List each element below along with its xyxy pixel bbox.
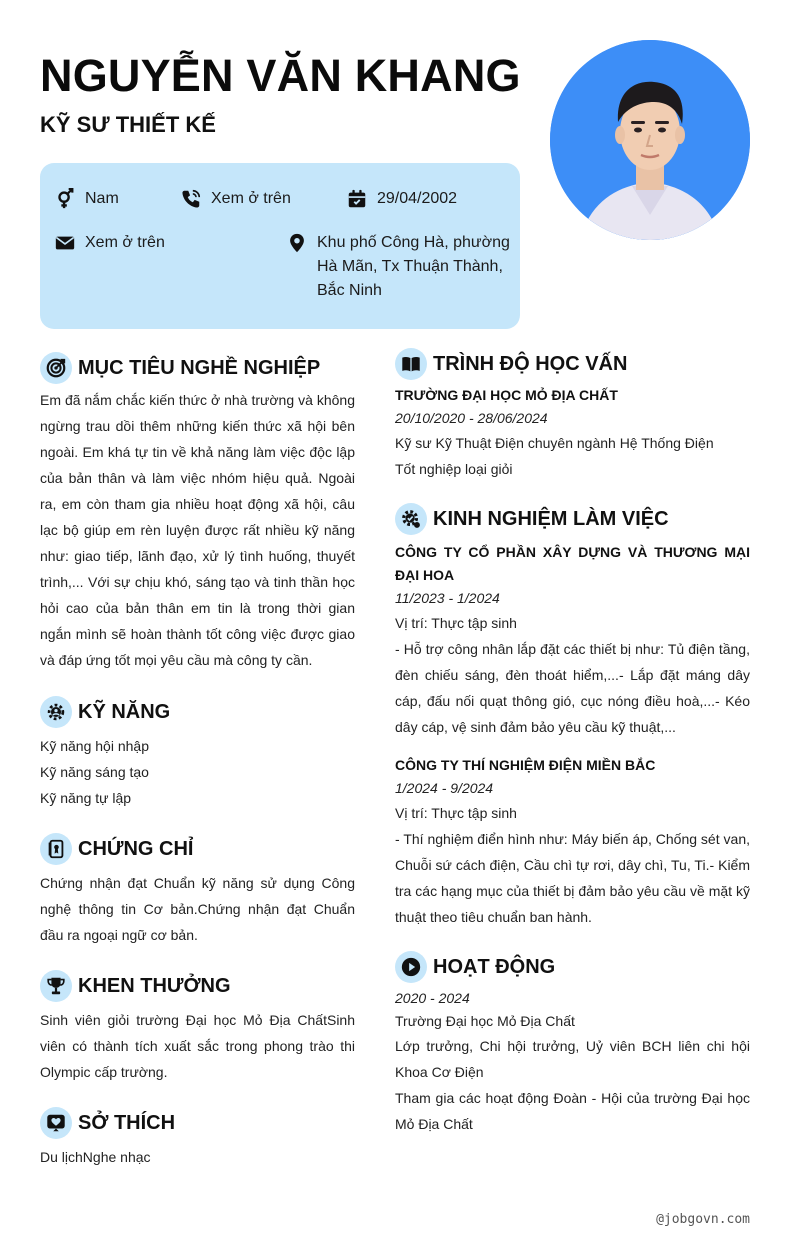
job-description: - Thí nghiệm điển hình như: Máy biến áp, Chống sét van, Chuỗi sứ cách điện, Cầu chì tự rơi, dây chì, Tu, Ti.- Kiểm tra các hạng mục của thiết bị đảm bảo yêu cầu về mặt kỹ thuật theo tiêu chuẩn ban hành. [395, 831, 750, 925]
contact-address: Khu phố Công Hà, phường Hà Mãn, Tx Thuận Thành, Bắc Ninh [286, 231, 510, 303]
job-company: CÔNG TY THÍ NGHIỆM ĐIỆN MIỀN BẮC [395, 757, 656, 773]
certificate-icon [40, 833, 72, 865]
section-activities [395, 950, 750, 1137]
phone-icon [180, 188, 202, 210]
skill-item: Kỹ năng sáng tạo [40, 764, 149, 780]
gear-icon [40, 696, 72, 728]
calendar-icon [346, 188, 368, 210]
skill-item: Kỹ năng hội nhập [40, 738, 149, 754]
certificates-text: Chứng nhận đạt Chuẩn kỹ năng sử dụng Công nghệ thông tin Cơ bản.Chứng nhận đạt Chuẩn đầu ra ngoại ngữ cơ bản. [40, 875, 355, 943]
job-period: 11/2023 - 1/2024 [395, 590, 500, 606]
play-icon [395, 951, 427, 983]
objective-title: MỤC TIÊU NGHỀ NGHIỆP [78, 356, 321, 379]
contact-gender: Nam [54, 187, 119, 211]
awards-text: Sinh viên giỏi trường Đại học Mỏ Địa ChấtSinh viên có thành tích xuất sắc trong phong trào thi Olympic cấp trường. [40, 1012, 355, 1080]
job-company: CÔNG TY CỔ PHẦN XÂY DỰNG VÀ THƯƠNG MẠI ĐẠI HOA [395, 544, 750, 583]
contact-phone: Xem ở trên [180, 187, 291, 211]
section-hobbies [40, 1106, 355, 1170]
gender-icon [54, 188, 76, 210]
skills-title: KỸ NĂNG [78, 700, 171, 723]
envelope-icon [54, 232, 76, 254]
activities-org: Trường Đại học Mỏ Địa Chất [395, 1013, 575, 1029]
map-pin-icon [286, 232, 308, 254]
job-period: 1/2024 - 9/2024 [395, 780, 494, 796]
book-icon [395, 348, 427, 380]
activities-title: HOẠT ĐỘNG [433, 955, 556, 978]
education-grade: Tốt nghiệp loại giỏi [395, 461, 513, 477]
hobbies-title: SỞ THÍCH [78, 1111, 176, 1134]
contact-email: Xem ở trên [54, 231, 165, 255]
section-experience [395, 502, 750, 930]
job-description: - Hỗ trợ công nhân lắp đặt các thiết bị như: Tủ điện tầng, đèn chiếu sáng, đèn thoát hiểm,...- Lắp đặt máng dây cáp, đấu nối quạt thông gió, cục nóng điều hoà,...- Kéo dây cáp, vệ sinh đảm bảo yêu cầu kỹ thuật,... [395, 641, 750, 735]
awards-title: KHEN THƯỞNG [78, 974, 231, 997]
settings-gear-icon [395, 503, 427, 535]
avatar-portrait-icon [550, 40, 750, 240]
job-entry [395, 754, 750, 930]
heart-icon [40, 1107, 72, 1139]
watermark: @jobgovn.com [656, 1212, 750, 1227]
hobbies-text: Du lịchNghe nhạc [40, 1149, 151, 1165]
section-education [395, 347, 750, 482]
avatar [550, 40, 750, 240]
section-certificates [40, 832, 355, 948]
education-major: Kỹ sư Kỹ Thuật Điện chuyên ngành Hệ Thống Điện [395, 435, 714, 451]
education-title: TRÌNH ĐỘ HỌC VẤN [433, 352, 628, 375]
skill-item: Kỹ năng tự lập [40, 790, 132, 806]
target-icon [40, 352, 72, 384]
section-awards [40, 969, 355, 1085]
candidate-name: NGUYỄN VĂN KHANG [40, 50, 521, 101]
education-period: 20/10/2020 - 28/06/2024 [395, 410, 548, 426]
job-position: Vị trí: Thực tập sinh [395, 805, 517, 821]
activities-role: Lớp trưởng, Chi hội trưởng, Uỷ viên BCH liên chi hội Khoa Cơ Điện [395, 1038, 750, 1080]
school-name: TRƯỜNG ĐẠI HỌC MỎ ĐỊA CHẤT [395, 387, 618, 403]
trophy-icon [40, 970, 72, 1002]
contact-info-box [40, 163, 520, 329]
contact-birthday: 29/04/2002 [346, 187, 457, 211]
objective-text: Em đã nắm chắc kiến thức ở nhà trường và không ngừng trau dồi thêm những kiến thức xã hội bên ngoài. Em khá tự tin về khả năng làm việc độc lập của bản thân và làm việc nhóm hiệu quả. Ngoài ra, em còn tham gia nhiều hoạt động xã hội, câu lạc bộ giúp em rèn luyện được rất nhiều kỹ năng như: giao tiếp, lãnh đạo, xử lý tình huống, thuyết trình,... Với sự chịu khó, sáng tạo và tinh thần học hỏi cao của bản thân em tin là trong thời gian ngắn mình sẽ hoàn thành tốt công việc được giao và đáp ứng tốt mọi yêu cầu mà công ty cần. [40, 392, 355, 668]
certificates-title: CHỨNG CHỈ [78, 837, 194, 860]
job-title: KỸ SƯ THIẾT KẾ [40, 112, 216, 137]
activities-period: 2020 - 2024 [395, 990, 470, 1006]
section-skills [40, 695, 355, 811]
job-position: Vị trí: Thực tập sinh [395, 615, 517, 631]
section-objective [40, 351, 355, 673]
job-entry [395, 541, 750, 740]
experience-title: KINH NGHIỆM LÀM VIỆC [433, 507, 669, 530]
activities-detail: Tham gia các hoạt động Đoàn - Hội của trường Đại học Mỏ Địa Chất [395, 1090, 750, 1132]
